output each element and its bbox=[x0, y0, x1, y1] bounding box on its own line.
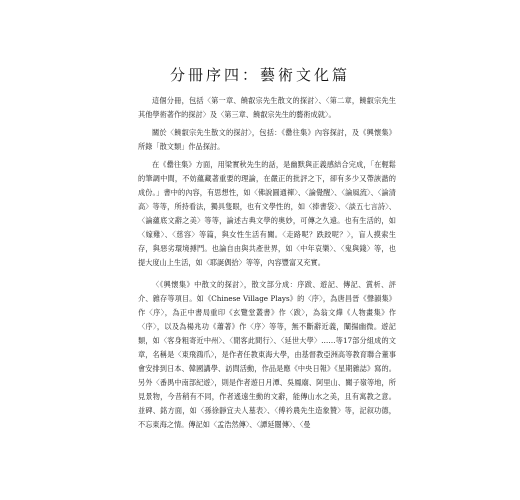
paragraph-intro: 這個分冊，包括〈第一章、饒叡宗先生散文的探討〉、〈第二章，饒叡宗先生其他學術著作的探討〉及〈第三章、饒叡宗先生的藝術成就〉。 bbox=[138, 96, 396, 119]
paragraph-prose-scope: 關於〈饒叡宗先生散文的探討〉，包括：《罍往集》內容探討，及《興懷集》所錄「散文類」作品探討。 bbox=[138, 128, 396, 151]
body-text bbox=[138, 94, 396, 436]
section-title: 分冊序四：藝術文化篇 bbox=[169, 66, 350, 84]
paragraph-leiwang-collection: 在《罍往集》方面，用梁實秋先生的話，是幽默與正義感結合完成，「在輕鬆的筆調中間，不妨蘊藏著重要的理論，在嚴正的批評之下，卻有多少又帶詼諧的成份。」書中的內容，有思想性，如〈佛說圓通禪〉、〈論覺醒〉、〈論風流〉、〈論清高〉等等，所持看法，獨具隻眼，也有文學性的，如〈捧書袋〉、〈談五七言詩〉、〈論蘊底文辭之美〉等等，論述古典文學的奧妙，可傳之久遠。也有生活的，如〈嫁雞〉、〈慈容〉等篇，與女性生活有關。〈走路呢？跌跤呢？〉，盲人摸索生存，與惡劣環境搏鬥。也論自由與共產世界，如〈中年哀樂〉、〈鬼與錢〉等，也提大度山上生活，如〈耶誕偶拾〉等等，內容豐富又充實。 bbox=[138, 160, 396, 267]
paragraph-xinghuai-collection: 〈《興懷集》中散文的探討〉，散文部分成：序跋、遊記、傳記、賞析、評介、雜存等項目。如《Chinese Village Plays》的〈序〉，為唐昌晉《聲韻集》作〈序〉，為正中書局重印《玄覽堂叢書》作〈跋〉，為翁文燁《人物畫集》作〈序〉，以及為楊兆功《蕭著》作〈序〉等等，無不斷辭近義，闡揚幽微。遊記類，如〈客身粗寄近中州〉、〈閒客此間行〉、〈延世大學〉……等17部分組成的文章，名稱是〈東飛鴻爪〉，是作者任教東海大學，由基督教亞洲高等教育聯合董事會安排到日本、韓國講學、訪問活動，作品是應《中央日報》《星期雜誌》寫的。另外〈番禺中南部紀遊〉，則是作者遊日月潭、吳鳳廟、阿里山、關子嶺等地，所見景物，今昔稍有不同，作者遙遠生動的文辭，能傳山水之美，且有寓教之意。並碑、銘方面，如〈孫徐靜宜夫人墓表〉、〈傅衿農先生造象贊〉等，記叙功德，不忘東海之情。傳記如〈孟浩然傳〉、〈譚延闓傳〉、〈曼 bbox=[138, 280, 396, 429]
